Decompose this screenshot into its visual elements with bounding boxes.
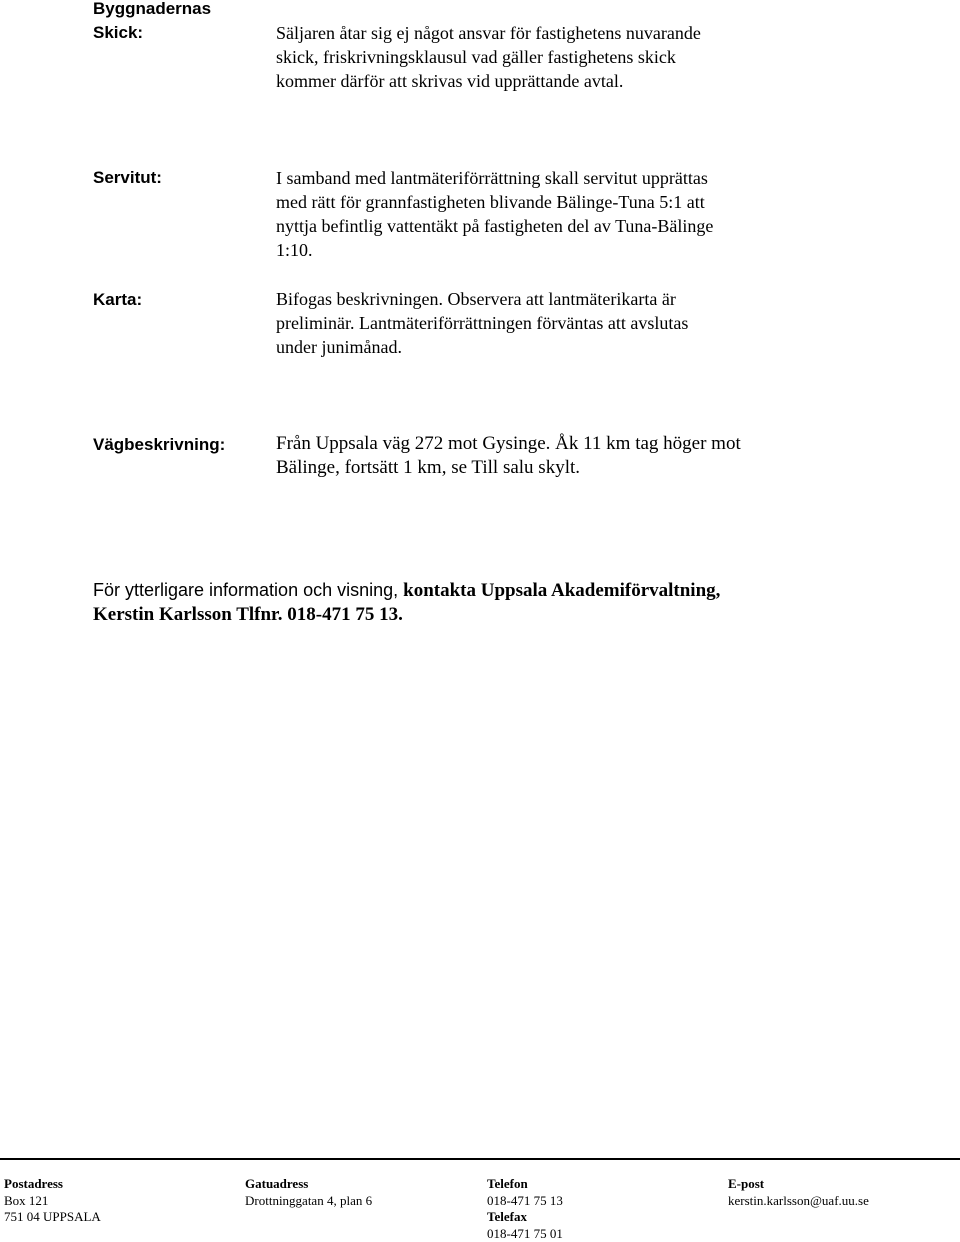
map-text-line-1: Bifogas beskrivningen. Observera att lantmäterikarta är: [276, 287, 806, 311]
easement-text: [276, 166, 806, 262]
condition-text-line-2: skick, friskrivningsklausul vad gäller fastighetens skick: [276, 45, 806, 69]
map-text-line-3: under junimånad.: [276, 335, 806, 359]
directions-text-line-1: Från Uppsala väg 272 mot Gysinge. Åk 11 km tag höger mot: [276, 432, 806, 456]
footer-divider: [0, 1158, 960, 1160]
easement-text-line-4: 1:10.: [276, 238, 806, 262]
map-label: Karta:: [93, 288, 142, 312]
easement-text-line-2: med rätt för grannfastigheten blivande Bälinge-Tuna 5:1 att: [276, 190, 806, 214]
footer-email-value[interactable]: kerstin.karlsson@uaf.uu.se: [728, 1193, 869, 1210]
map-text-line-2: preliminär. Lantmäteriförrättningen förväntas att avslutas: [276, 311, 806, 335]
footer-street-heading: Gatuadress: [245, 1176, 372, 1193]
condition-text-line-3: kommer därför att skrivas vid upprättande avtal.: [276, 69, 806, 93]
condition-label-line-1: Byggnadernas: [93, 0, 211, 21]
footer-email-heading: E-post: [728, 1176, 869, 1193]
footer-street-line-1: Drottninggatan 4, plan 6: [245, 1193, 372, 1210]
contact-line-1: [93, 578, 893, 603]
contact-person-text: Kerstin Karlsson Tlfnr. 018-471 75 13.: [93, 603, 893, 627]
easement-text-line-1: I samband med lantmäteriförrättning skall servitut upprättas: [276, 166, 806, 190]
condition-text: [276, 21, 806, 93]
directions-text-line-2: Bälinge, fortsätt 1 km, se Till salu skylt.: [276, 456, 806, 480]
easement-text-line-3: nyttja befintlig vattentäkt på fastigheten del av Tuna-Bälinge: [276, 214, 806, 238]
footer-phone-value: 018-471 75 13: [487, 1193, 563, 1210]
contact-paragraph: [93, 578, 893, 627]
directions-text: [276, 432, 806, 480]
footer-postal-line-1: Box 121: [4, 1193, 101, 1210]
contact-regular-text: För ytterligare information och visning,: [93, 580, 403, 600]
contact-org-text: kontakta Uppsala Akademiförvaltning,: [403, 580, 720, 601]
footer-phone-heading: Telefon: [487, 1176, 563, 1193]
condition-label-line-2: Skick:: [93, 21, 211, 45]
map-text: [276, 287, 806, 359]
directions-label: Vägbeskrivning:: [93, 433, 225, 457]
footer-postal: [4, 1176, 101, 1226]
easement-label: Servitut:: [93, 166, 162, 190]
footer-fax-heading: Telefax: [487, 1209, 563, 1226]
footer-fax-value: 018-471 75 01: [487, 1226, 563, 1242]
footer-street: [245, 1176, 372, 1209]
footer-postal-line-2: 751 04 UPPSALA: [4, 1209, 101, 1226]
footer-postal-heading: Postadress: [4, 1176, 101, 1193]
footer-email: [728, 1176, 869, 1209]
footer-phone: [487, 1176, 563, 1242]
condition-label: [93, 0, 211, 45]
condition-text-line-1: Säljaren åtar sig ej något ansvar för fastighetens nuvarande: [276, 21, 806, 45]
